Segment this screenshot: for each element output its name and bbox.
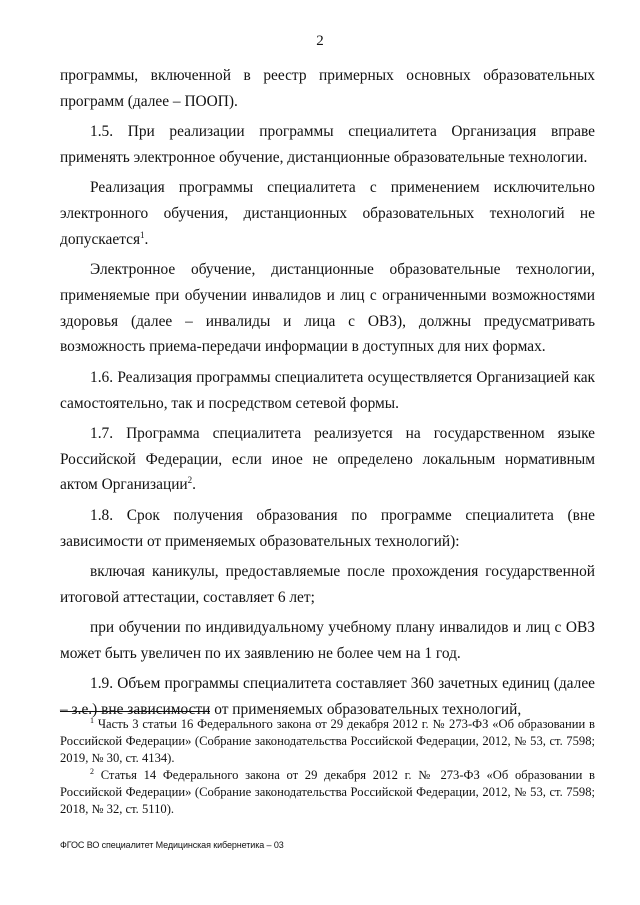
body-text <box>60 63 595 727</box>
footnote-2-mark: 2 <box>90 767 94 776</box>
paragraph-1-5 <box>60 119 595 171</box>
paragraph-ovz-text: Электронное обучение, дистанционные образовательные технологии, применяемые при обучении инвалидов и лиц с ограниченными возможностями здоровья (далее – инвалиды и лица с ОВЗ), должны предусматривать возможность приема-передачи информации в доступных для них формах. <box>60 261 595 356</box>
paragraph-1-9 <box>60 671 595 723</box>
paragraph-1-6 <box>60 365 595 417</box>
paragraph-ovz <box>60 257 595 360</box>
paragraph-1-7-text: 1.7. Программа специалитета реализуется на государственном языке Российской Федерации, если иное не определено локальным нормативным актом Организации <box>60 424 595 494</box>
paragraph-1-6-text: 1.6. Реализация программы специалитета осуществляется Организацией как самостоятельно, так и посредством сетевой формы. <box>60 368 595 412</box>
paragraph-1-8-text: 1.8. Срок получения образования по программе специалитета (вне зависимости от применяемых образовательных технологий): <box>60 506 595 550</box>
footnote-2 <box>60 767 595 818</box>
footnote-ref-1[interactable]: 1 <box>140 229 145 240</box>
paragraph-vacations-text: включая каникулы, предоставляемые после прохождения государственной итоговой аттестации, составляет 6 лет; <box>60 562 595 606</box>
paragraph-1 <box>60 63 595 115</box>
paragraph-individual-plan <box>60 615 595 667</box>
paragraph-1-text: программы, включенной в реестр примерных основных образовательных программ (далее – ПООП). <box>60 67 595 110</box>
paragraph-1-7-end: . <box>192 476 197 494</box>
page-footer: ФГОС ВО специалитет Медицинская кибернетика – 03 <box>60 840 284 850</box>
paragraph-1-8 <box>60 503 595 555</box>
paragraph-individual-plan-text: при обучении по индивидуальному учебному плану инвалидов и лиц с ОВЗ может быть увеличен по их заявлению не более чем на 1 год. <box>60 618 595 662</box>
paragraph-distance-learning <box>60 175 595 252</box>
footnote-1-mark: 1 <box>90 716 94 725</box>
footnotes <box>60 716 595 818</box>
footnote-1-text: Часть 3 статьи 16 Федерального закона от 29 декабря 2012 г. № 273-ФЗ «Об образовании в Российской Федерации» (Собрание законодательства Российской Федерации, 2012, № 53, ст. 7598; 2019, № 30, ст. 4134). <box>60 717 596 765</box>
footnote-ref-2[interactable]: 2 <box>187 475 193 486</box>
footnote-2-text: Статья 14 Федерального закона от 29 декабря 2012 г. № 273-ФЗ «Об образовании в Российской Федерации» (Собрание законодательства Российской Федерации, 2012, № 53, ст. 7598; 2018, № 32, ст. 5110). <box>60 768 595 816</box>
footnote-1 <box>60 716 595 767</box>
paragraph-1-9-text: 1.9. Объем программы специалитета составляет 360 зачетных единиц (далее – з.е.) вне зависимости от применяемых образовательных технологий, <box>60 675 595 718</box>
paragraph-1-7 <box>60 421 595 498</box>
paragraph-1-5-text: 1.5. При реализации программы специалитета Организация вправе применять электронное обучение, дистанционные образовательные технологии. <box>60 123 595 166</box>
footnote-divider <box>60 711 210 712</box>
paragraph-distance-learning-end: . <box>144 230 149 248</box>
paragraph-distance-learning-text: Реализация программы специалитета с применением исключительно электронного обучения, дистанционных образовательных технологий не допускается <box>60 179 595 248</box>
paragraph-vacations <box>60 559 595 611</box>
page-number: 2 <box>316 33 324 49</box>
